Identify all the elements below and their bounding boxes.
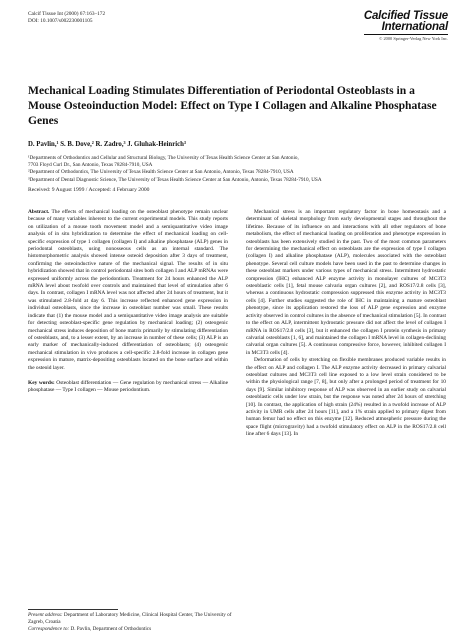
keywords [28, 380, 228, 395]
affiliation-line: ²Department of Orthodontics, The University of Texas Health Science Center at San Antonio, Antonio, Texas 78284-7910, USA [28, 169, 294, 176]
affiliation-line: 7703 Floyd Curl Dr., San Antonio, Texas 78284-7910, USA [28, 162, 153, 169]
copyright-line: © 2000 Springer-Verlag New York Inc. [379, 36, 448, 41]
doi-line: DOI: 10.1007/s002230001105 [28, 18, 93, 24]
abstract-text: The effects of mechanical loading on the osteoblast phenotype remain unclear because of many variables inherent to the current experimental models. This study reports on utilization of a mouse tooth movement model and a semiquantitative video image analysis of in situ hybridization to determine the effect of mechanical loading on cell-specific expression of type 1 collagen (collagen I) and alkaline phosphatase (ALP) genes in periodontal osteoblasts, using nonosseous cells as an internal standard. The histomorphometric analysis showed intense osteoid deposition after 3 days of treatment, confirming the osteoinductive nature of the mechanical signal. The results of in situ hybridization showed that in control periodontal sites both collagen I and ALP mRNAs were expressed uniformly across the periodontium. Treatment for 24 hours enhanced the ALP mRNA level about twofold over controls and maintained that level of stimulation after 6 days. In contrast, collagen I mRNA level was not affected after 24 hours of treatment, but it was stimulated 2.8-fold at day 6. This increase reflected enhanced gene expression in individual osteoblasts, since the increase in osteoblast number was small. These results indicate that (1) the mouse model and a semiquantitative video image analysis are suitable for detecting osteoblast-specific gene regulation by mechanical loading; (2) osteogenic mechanical stress induces deposition of bone matrix primarily by stimulating differentiation of osteoblasts, and, to a lesser extent, by an increase in number of these cells; (3) ALP is an early marker of mechanically-induced differentiation of osteoblasts; (4) osteogenic mechanical stimulation in vivo produces a cell-specific 2.8-fold increase in collagen gene expression in mature, matrix-depositing osteoblasts located on the bone surface and within the osteoid layer. [28, 209, 228, 371]
left-column [28, 209, 228, 584]
present-address [28, 612, 233, 626]
footnotes [28, 612, 233, 632]
journal-logo [364, 11, 448, 41]
correspondence-text: D. Pavlin, Department of Orthodontics [70, 625, 152, 632]
footnote-rule [28, 609, 118, 610]
keywords-label: Key words: [28, 379, 55, 386]
present-address-label: Present address: [28, 612, 63, 618]
journal-rule [364, 34, 448, 35]
abstract-label: Abstract. [28, 209, 50, 215]
correspondence [28, 626, 233, 633]
affiliation-line: ¹Departments of Orthodontics and Cellular and Structural Biology, The University of Texas Health Science Center at San Antonio, [28, 155, 299, 161]
received-dates: Received: 9 August 1999 / Accepted: 4 February 2000 [28, 187, 150, 193]
citation-block [28, 11, 105, 25]
article-title: Mechanical Loading Stimulates Differentiation of Periodontal Osteoblasts in a Mouse Osteoinduction Model: Effect on Type I Collagen and Alkaline Phosphatase Genes [28, 84, 437, 127]
author-list: D. Pavlin,¹ S. B. Dove,² R. Zadro,³ J. Gluhak-Heinrich³ [28, 141, 186, 148]
body-paragraph: Mechanical stress is an important regulatory factor in bone homeostasis and a determinant of skeletal morphology from early developmental stages and throughout the lifetime. Because of its influence on and interactions with all other regulators of bone metabolism, the effect of mechanical loading on proliferation and phenotype expression in osteoblasts has been extensively studied in the past. Two of the most common parameters for determining the mechanical effect on osteoblasts are the expression of type I collagen (collagen I) and alkaline phosphatase (ALP), molecules associated with the osteoblast phenotype. Several cell culture models have been used in the past to determine changes in these osteoblast markers under various types of mechanical stress. Intermittent hydrostatic compression (IHC) enhanced ALP enzyme activity in monolayer cultures of MC3T3 osteoblastic cells [1], fetal mouse calvaria organ cultures [2], and ROS17/2.8 cells [3], whereas a continuous hydrostatic compression suppressed this enzyme activity in MC3T3 cells [4]. Further studies suggested the role of IHC in maintaining a mature osteoblast phenotype, since its application restored the loss of ALP gene expression and enzyme activity observed in control cultures in the absence of mechanical stimulation [5]. In contrast to the effect on ALP, intermittent hydrostatic pressure did not affect the level of collagen I mRNA in ROS17/2.8 cells [3], but it enhanced the collagen I protein synthesis in primary calvarial osteoblasts [1, 6], and maintained the collagen I mRNA level in collagen-declining calvarial organ cultures [5]. A continuous compressive force, however, inhibited collagen I in MC3T3 cells [4]. [246, 209, 446, 356]
right-column [246, 209, 446, 633]
present-address-text: Department of Laboratory Medicine, Clinical Hospital Center, The University of Zagreb, Croatia [28, 612, 232, 625]
journal-name-line2: International [381, 21, 448, 33]
journal-name-line1: Calcified Tissue [363, 10, 448, 22]
body-paragraph: Deformation of cells by stretching on flexible membranes produced variable results in the effect on ALP and collagen I. The ALP enzyme activity decreased in primary calvarial osteoblast cultures and MC3T3 cell line exposed to a low level strain considered to be within the physiological range [7, 8], but only after a prolonged period of treatment for 10 days [9]. Similar inhibitory response of ALP was observed in an earlier study on calvarial osteoblastic cells under low strain, but the response was noted after 24 hours of stretching [10]. In contrast, the application of high strain (24%) resulted in a twofold increase of ALP activity in UMR cells after 24 hours [11], and a 1% strain applied to primary digest from human femur had no effect on this enzyme [12]. Reduced atmospheric pressure during the space flight (microgravity) had a twofold stimulatory effect on ALP in the ROS17/2.8 cell line after 6 days [13]. In [246, 357, 446, 438]
citation-line: Calcif Tissue Int (2000) 67:163–172 [28, 11, 106, 17]
correspondence-label: Correspondence to: [28, 625, 70, 632]
keywords-text: Osteoblast differentiation — Gene regulation by mechanical stress — Alkaline phosphatase — Type I collagen — Mouse periodontium. [28, 379, 228, 394]
abstract [28, 209, 228, 372]
affiliations [28, 155, 458, 184]
affiliation-line: ³Department of Dental Diagnostic Science, The University of Texas Health Science Center at San Antonio, Antonio, Texas 78284-7910, USA [28, 176, 322, 183]
